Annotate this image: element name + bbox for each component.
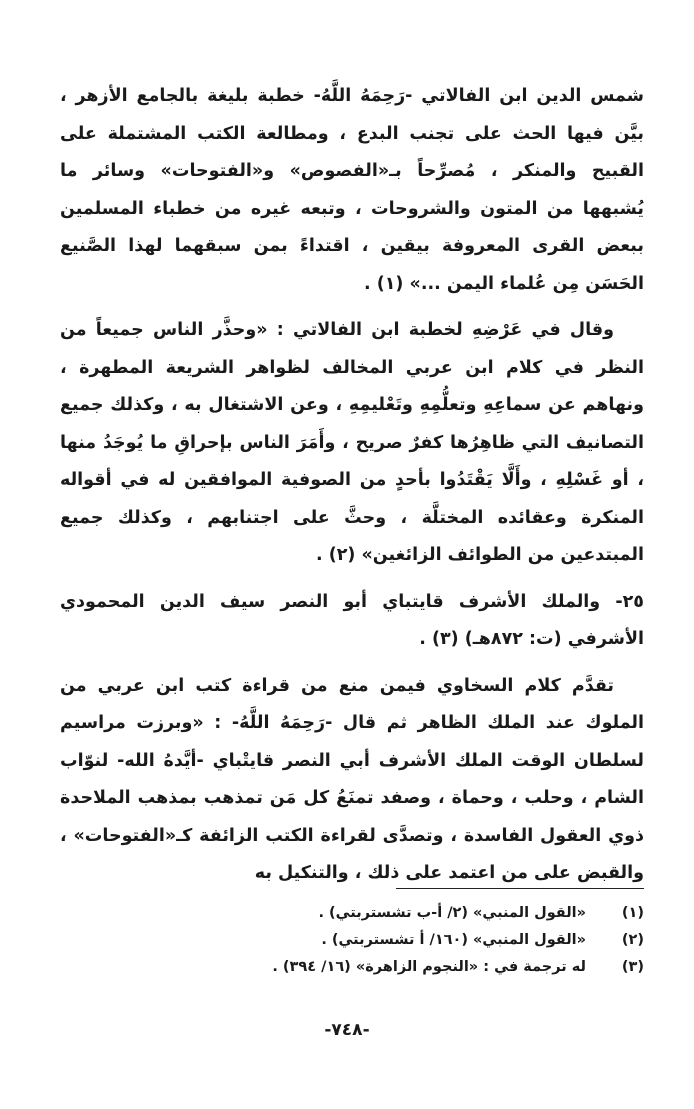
- footnote-text: له ترجمة في : «النجوم الزاهرة» (١٦/ ٣٩٤) .: [272, 959, 586, 975]
- paragraph-sakhawi-quote: تقدَّم كلام السخاوي فيمن منع من قراءة كتب ابن عربي من الملوك عند الملك الظاهر ثم قال -رَحِمَهُ اللَّهُ- : «وبرزت مراسيم لسلطان الوقت الملك الأشرف أبي النصر قايتْباي -أيَّدهُ الله- لنوّاب الشام ، وحلب ، وحماة ، وصفد تمنَعُ كل مَن تمذهب بمذهب الملاحدة ذوي العقول الفاسدة ، وتصدَّى لقراءة الكتب الزائفة كـ«الفتوحات» ، والقبض على من اعتمد على ذلك ، والتنكيل به: [60, 675, 644, 883]
- footnote-divider: [396, 888, 644, 889]
- page-number: -٧٤٨-: [324, 1020, 370, 1040]
- footnote-item: [84, 900, 644, 927]
- footnote-text: «القول المنبي» (١٦٠/ أ تشستربتي) .: [321, 932, 586, 948]
- footnote-text: «القول المنبي» (٢/ أ-ب تشستربتي) .: [318, 905, 586, 921]
- paragraph-entry-25-heading: ٢٥- والملك الأشرف قايتباي أبو النصر سيف الدين المحمودي الأشرفي (ت: ٨٧٢هـ) (٣) .: [60, 591, 644, 649]
- footnotes: [84, 900, 644, 981]
- footnote-item: [84, 927, 644, 954]
- footnote-item: [84, 954, 644, 981]
- paragraph-khutba-continuation: شمس الدين ابن الفالاتي -رَحِمَهُ اللَّهُ- خطبة بليغة بالجامع الأزهر ، بيَّن فيها الحث على تجنب البدع ، ومطالعة الكتب المشتملة على القبيح والمنكر ، مُصرِّحاً بـ«الفصوص» و«الفتوحات» وسائر ما يُشبهها من المتون والشروحات ، وتبعه غيره من خطباء المسلمين ببعض القرى المعروفة بيقين ، اقتداءً بمن سبقهما لهذا الصَّنيع الحَسَن مِن عُلماء اليمن ...» (١) .: [60, 86, 644, 294]
- footnote-number: (١): [621, 905, 644, 921]
- footnote-number: (٢): [621, 932, 644, 948]
- footnote-number: (٣): [621, 959, 644, 975]
- paragraph-khutba-summary: وقال في عَرْضِهِ لخطبة ابن الفالاتي : «وحذَّر الناس جميعاً من النظر في كلام ابن عربي المخالف لظواهر الشريعة المطهرة ، ونهاهم عن سماعِهِ وتعلُّمِهِ وتَعْليمِهِ ، وعن الاشتغال به ، وكذلك جميع التصانيف التي ظاهِرُها كفرٌ صريح ، وأَمَرَ الناس بإحراقِ ما يُوجَدُ منها ، أو غَسْلِهِ ، وأَلَّا يَقْتَدُوا بأحدٍ من الصوفية الموافقين له في أقواله المنكرة وعقائده المختلَّة ، وحثَّ على اجتنابهم ، وكذلك جميع المبتدعين من الطوائف الزائغين» (٢) .: [60, 320, 644, 565]
